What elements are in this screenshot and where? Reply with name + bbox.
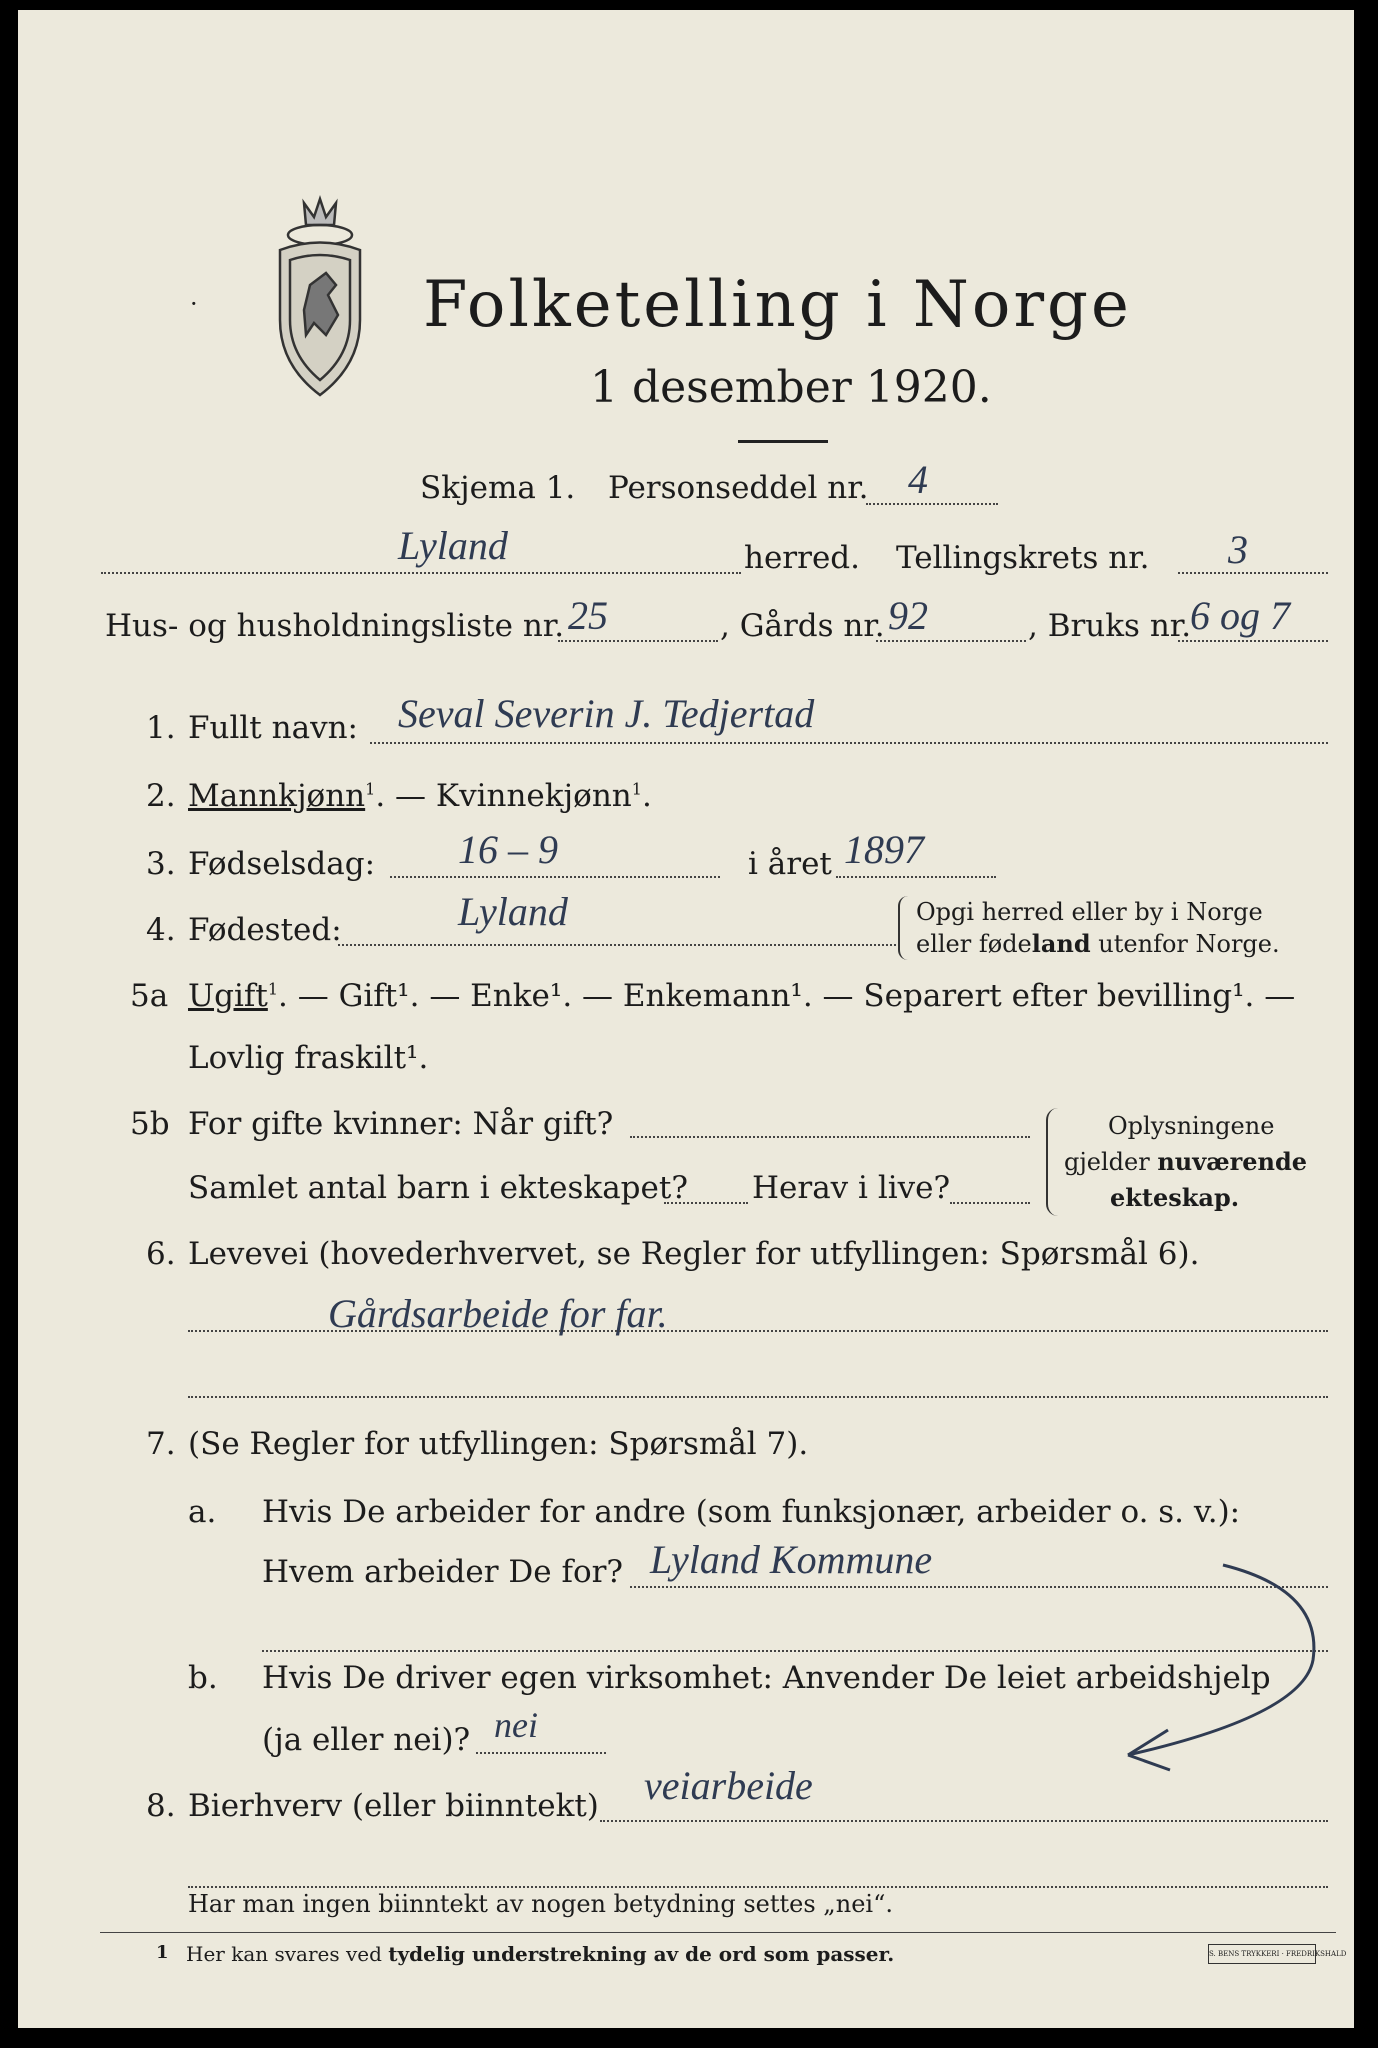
q5a-options: Ugift$^1$. — Gift¹. — Enke¹. — Enkemann¹. — Separert efter bevilling¹. —: [188, 978, 1296, 1014]
coat-of-arms-icon: [266, 195, 374, 400]
q6-line1: [188, 1330, 1328, 1332]
handdrawn-arrow-icon: [1108, 1550, 1338, 1780]
q2-number: 2.: [146, 778, 176, 814]
q5a-number: 5a: [130, 978, 169, 1014]
herred-value: Lyland: [398, 523, 508, 568]
footnote-mark: 1: [156, 1942, 169, 1963]
q8-value: veiarbeide: [644, 1763, 813, 1808]
q6-line2: [188, 1396, 1328, 1398]
q4-note-line2: eller fødeland utenfor Norge.: [916, 929, 1280, 958]
personseddel-value: 4: [908, 457, 928, 502]
q1-label: Fullt navn:: [188, 710, 358, 746]
q1-line: [370, 742, 1328, 744]
q6-value: Gårdsarbeide for far.: [328, 1291, 668, 1336]
q3-number: 3.: [146, 846, 176, 882]
tellingskrets-label: Tellingskrets nr.: [896, 540, 1150, 576]
q5b-note1: Oplysningene: [1108, 1112, 1275, 1140]
q5b-line3: [950, 1202, 1030, 1204]
q3-line: [390, 876, 720, 878]
q3-year-value: 1897: [844, 827, 924, 872]
q3-year-line: [836, 876, 996, 878]
q2-female: Kvinnekjønn: [435, 778, 632, 814]
q5b-number: 5b: [130, 1106, 170, 1142]
q6-number: 6.: [146, 1236, 176, 1272]
q7a-label: Hvis De arbeider for andre (som funksjonær, arbeider o. s. v.):: [262, 1494, 1241, 1530]
page-title: Folketelling i Norge: [423, 268, 1132, 342]
q5b-note2: gjelder nuværende: [1064, 1147, 1308, 1176]
q8-note: Har man ingen biinntekt av nogen betydning settes „nei“.: [188, 1890, 893, 1918]
q1-number: 1.: [146, 710, 176, 746]
gards-value: 92: [888, 593, 928, 638]
q4-value: Lyland: [458, 889, 568, 934]
tellingskrets-line: [1178, 572, 1328, 574]
q4-note-line1: Opgi herred eller by i Norge: [916, 898, 1263, 926]
q7b-line: [476, 1752, 606, 1754]
q4-brace: [898, 896, 914, 960]
q3-label: Fødselsdag:: [188, 846, 376, 882]
husliste-line: [558, 640, 718, 642]
q2-options: Mannkjønn$^1$. — Kvinnekjønn$^1$.: [188, 778, 652, 814]
personseddel-line: [866, 503, 998, 505]
title-divider: [738, 440, 828, 443]
herred-label: herred.: [744, 540, 860, 576]
q7-label: (Se Regler for utfyllingen: Spørsmål 7).: [188, 1426, 809, 1462]
q4-label: Fødested:: [188, 912, 342, 948]
printer-stamp: S. BENS TRYKKERI · FREDRIKSHALD: [1208, 1944, 1316, 1964]
census-form-page: [18, 10, 1354, 2028]
footnote-divider: [100, 1932, 1336, 1933]
skjema-label: Skjema 1.: [420, 470, 576, 506]
gards-label: , Gårds nr.: [720, 608, 885, 644]
husliste-value: 25: [568, 593, 608, 638]
q5b-note3: ekteskap.: [1110, 1183, 1240, 1212]
dot-mark: ·: [190, 290, 198, 318]
q7b-letter: b.: [188, 1660, 218, 1696]
q8-line2: [188, 1886, 1328, 1888]
q8-label: Bierhverv (eller biinntekt): [188, 1788, 599, 1824]
q3-value: 16 – 9: [458, 827, 558, 872]
q4-number: 4.: [146, 912, 176, 948]
q8-line1: [600, 1820, 1328, 1822]
q7b-label: Hvis De driver egen virksomhet: Anvender De leiet arbeidshjelp: [262, 1660, 1271, 1696]
bruks-line: [1178, 640, 1328, 642]
q5b-line2: [664, 1202, 748, 1204]
q5b-brace: [1046, 1108, 1064, 1216]
census-date: 1 desember 1920.: [590, 362, 992, 413]
q1-value: Seval Severin J. Tedjertad: [398, 691, 815, 736]
tellingskrets-value: 3: [1228, 527, 1248, 572]
q7a-value: Lyland Kommune: [650, 1537, 933, 1582]
q8-number: 8.: [146, 1788, 176, 1824]
q7-number: 7.: [146, 1426, 176, 1462]
gards-line: [876, 640, 1026, 642]
q5b-label3: Herav i live?: [752, 1170, 951, 1206]
q5a-ugift: Ugift: [188, 978, 268, 1014]
herred-line: [101, 572, 741, 574]
footnote-text: Her kan svares ved tydelig understrekning av de ord som passer.: [186, 1942, 895, 1966]
bruks-value: 6 og 7: [1190, 593, 1290, 638]
q7b-question: (ja eller nei)?: [262, 1722, 471, 1758]
q5a-line2: Lovlig fraskilt¹.: [188, 1040, 429, 1076]
q7a-question: Hvem arbeider De for?: [262, 1554, 624, 1590]
q6-label: Levevei (hovederhvervet, se Regler for utfyllingen: Spørsmål 6).: [188, 1236, 1200, 1272]
husliste-label: Hus- og husholdningsliste nr.: [105, 608, 565, 644]
q7b-value: nei: [494, 1705, 538, 1745]
q5b-label2: Samlet antal barn i ekteskapet?: [188, 1170, 688, 1206]
bruks-label: , Bruks nr.: [1028, 608, 1192, 644]
q4-line: [338, 944, 900, 946]
q5b-label1: For gifte kvinner: Når gift?: [188, 1106, 614, 1142]
personseddel-label: Personseddel nr.: [608, 470, 869, 506]
q7a-letter: a.: [188, 1494, 217, 1530]
q3-year-label: i året: [748, 846, 832, 882]
q5b-line1: [630, 1136, 1030, 1138]
q2-male: Mannkjønn: [188, 778, 366, 814]
